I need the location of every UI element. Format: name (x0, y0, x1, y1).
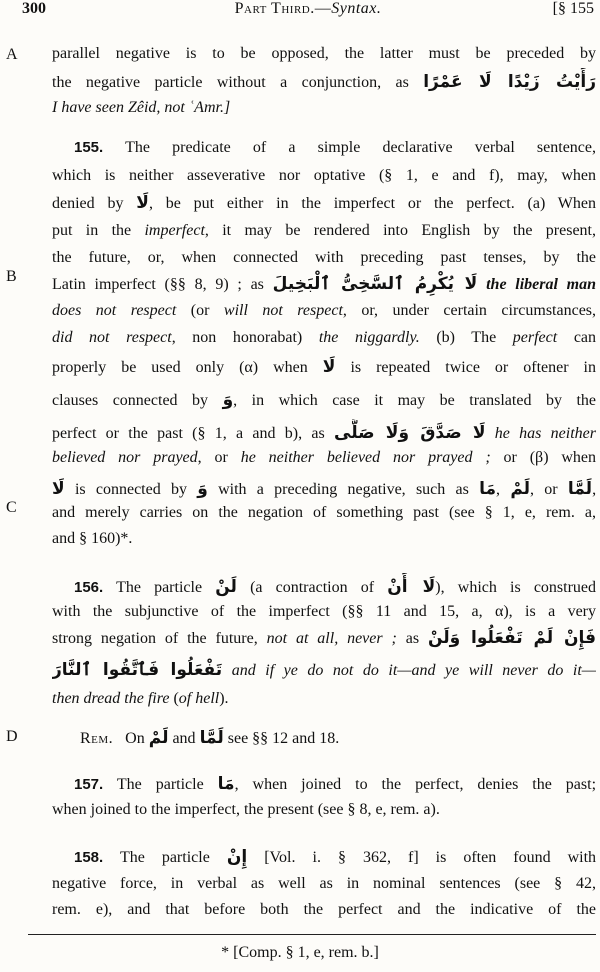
text-segment: Syntax. (331, 0, 382, 17)
text-line (52, 796, 596, 824)
arabic-text: لَا (322, 357, 336, 377)
running-title (22, 0, 594, 18)
text-segment: believed nor prayed (52, 449, 198, 466)
text-segment: or (β) when (503, 449, 596, 466)
text-line (52, 217, 596, 245)
section-number: 156. (74, 579, 104, 596)
text-segment: and if ye do not do it—and ye will never do it— (231, 662, 596, 679)
text-segment: (or (176, 302, 210, 319)
text-segment: , or (197, 449, 228, 466)
text-segment: , or, under certain circumstances, (342, 302, 596, 319)
text-segment: imperfect (144, 222, 205, 239)
paragraph-157-start (52, 770, 596, 798)
text-line (52, 297, 596, 325)
arabic-text: لَمَّا (567, 479, 593, 499)
text-line (52, 896, 596, 924)
text-line (52, 598, 596, 626)
text-segment: Latin imperfect (§§ 8, 9) ; as (52, 276, 264, 293)
text-segment: put in the (52, 222, 132, 239)
text-segment: will not respect (223, 302, 343, 319)
arabic-text: مَا (217, 774, 235, 794)
margin-letter-d: D (6, 728, 18, 745)
text-segment: the niggardly. (318, 329, 420, 346)
arabic-text: مَا (479, 479, 497, 499)
text-segment: negative force, in verbal as well as in nominal sentences (see § 42, (52, 875, 596, 892)
text-segment: see §§ 12 and 18. (227, 730, 340, 747)
text-segment: does not respect (52, 302, 177, 319)
text-segment: , be put either in the imperfect or the perfect. (148, 195, 515, 212)
margin-letter-b: B (6, 268, 17, 285)
text-line (52, 870, 596, 898)
arabic-text: رَأَيْتُ زَيْدًا لَا عَمْرًا (423, 72, 596, 92)
text-segment: he has neither (494, 425, 596, 442)
text-segment: the future, or, when connected with preceding past tenses, by the (52, 249, 596, 266)
section-number: 155. (74, 139, 104, 156)
text-segment: On (125, 730, 145, 747)
text-line (52, 162, 596, 190)
arabic-text: لَا أَنْ (387, 577, 436, 597)
text-line (52, 353, 596, 381)
arabic-text: لَنْ (215, 577, 237, 597)
text-segment: parallel negative is to be opposed, the latter must be preceded by (52, 45, 596, 62)
text-line (52, 685, 596, 713)
arabic-text: لَا (136, 193, 149, 213)
text-segment: he neither believed nor prayed ; (240, 449, 491, 466)
text-line (52, 499, 596, 527)
text-segment: , (592, 481, 596, 498)
section-number: 157. (74, 776, 104, 793)
footnote-rule (28, 934, 596, 935)
text-segment: , or (530, 481, 558, 498)
arabic-text: إِنْ (226, 847, 248, 867)
footnote: * [Comp. § 1, e, rem. b.] (221, 944, 379, 961)
text-segment: not at all, never ; (266, 630, 397, 647)
text-segment: then dread the fire (52, 690, 170, 707)
text-line (52, 189, 596, 217)
text-line (52, 444, 596, 472)
text-segment: which is neither asseverative nor optative (§ 1, e and f), may, when (52, 167, 596, 184)
text-segment: [Vol. i. § 362, f] is often found with (264, 849, 596, 866)
text-line (52, 68, 596, 96)
text-line (52, 624, 596, 652)
arabic-text: لَا (52, 479, 65, 499)
text-line (52, 419, 596, 447)
text-segment: and merely carries on the negation of something past (see § 1, e, rem. a, (52, 504, 596, 521)
text-segment: clauses connected by (52, 392, 209, 409)
arabic-text: فَإِنْ لَمْ تَفْعَلُوا وَلَنْ (427, 628, 596, 648)
text-segment: The particle (119, 849, 210, 866)
text-segment: the liberal man (486, 276, 596, 293)
text-segment: rem. e), and that before both the perfect and the indicative of the (52, 901, 596, 918)
arabic-text: لَا يُكْرِمُ ٱلسَّخِىُّ ٱلْبَخِيلَ (272, 274, 478, 294)
text-segment: perfect or the past (§ 1, a and b), as (52, 425, 325, 442)
text-segment: with a preceding negative, such as (218, 481, 469, 498)
text-segment: , when joined to the perfect, denies the past; (234, 776, 596, 793)
text-segment: ). (219, 690, 229, 707)
text-segment: Rem. (80, 730, 114, 747)
arabic-text: لَمَّا (199, 728, 224, 748)
text-segment: , non honorabat) (171, 329, 303, 346)
text-segment: ( (173, 690, 179, 707)
text-line (52, 525, 596, 553)
arabic-text: وَ (197, 479, 208, 499)
text-segment: The predicate of a simple declarative verbal sentence, (125, 139, 596, 156)
arabic-text: لَا صَدَّقَ وَلَا صَلَّى (334, 423, 486, 443)
margin-letter-a: A (6, 46, 18, 63)
text-segment: I have seen Zêid, not ʿAmr.] (52, 99, 231, 116)
text-segment: with the subjunctive of the imperfect (§§ 11 and 15, a, α), is a very (52, 603, 596, 620)
text-segment: is repeated twice or oftener in (350, 359, 596, 376)
text-segment: The particle (116, 776, 204, 793)
text-segment: , it may be rendered into English by the present, (204, 222, 596, 239)
text-segment: strong negation of the future, (52, 630, 258, 647)
text-line (52, 40, 596, 68)
remark-line (52, 724, 596, 752)
text-segment: , in which case it may be translated by the (233, 392, 596, 409)
section-reference: [§ 155 (552, 0, 594, 17)
text-segment: Part Third.— (234, 0, 332, 17)
arabic-text: تَفْعَلُوا فَٱتَّقُوا ٱلنَّارَ (52, 660, 223, 680)
arabic-text: لَمْ (148, 728, 169, 748)
text-segment: ), which is construed (435, 579, 596, 596)
running-header (22, 0, 594, 24)
text-line (52, 94, 596, 122)
text-segment: the negative particle without a conjunction, as (52, 74, 409, 91)
paragraph-158-start (52, 843, 596, 871)
text-segment: The particle (116, 579, 203, 596)
text-segment: perfect (512, 329, 558, 346)
text-segment: of hell (178, 690, 220, 707)
paragraph-155-start (52, 134, 596, 162)
text-line (52, 324, 596, 352)
text-line (52, 270, 596, 298)
text-segment: is connected by (74, 481, 187, 498)
text-line (52, 386, 596, 414)
text-segment: and (172, 730, 196, 747)
text-segment: (b) The (436, 329, 497, 346)
text-line (52, 656, 596, 684)
text-segment: denied by (52, 195, 124, 212)
text-segment: did not respect (52, 329, 172, 346)
text-line (52, 244, 596, 272)
page-number: 300 (22, 0, 46, 17)
text-segment: can (573, 329, 596, 346)
arabic-text: وَ (222, 390, 234, 410)
margin-letter-c: C (6, 499, 17, 516)
arabic-text: لَمْ (510, 479, 531, 499)
text-segment: and § 160)*. (52, 530, 133, 547)
text-segment: (a) When (527, 195, 596, 212)
section-number: 158. (74, 849, 104, 866)
text-segment: when joined to the imperfect, the present (see § 8, e, rem. a). (52, 801, 440, 818)
text-segment: , (496, 481, 501, 498)
paragraph-156-start (52, 573, 596, 601)
text-segment: as (405, 630, 420, 647)
text-segment: (a contraction of (250, 579, 375, 596)
text-segment: properly be used only (α) when (52, 359, 308, 376)
